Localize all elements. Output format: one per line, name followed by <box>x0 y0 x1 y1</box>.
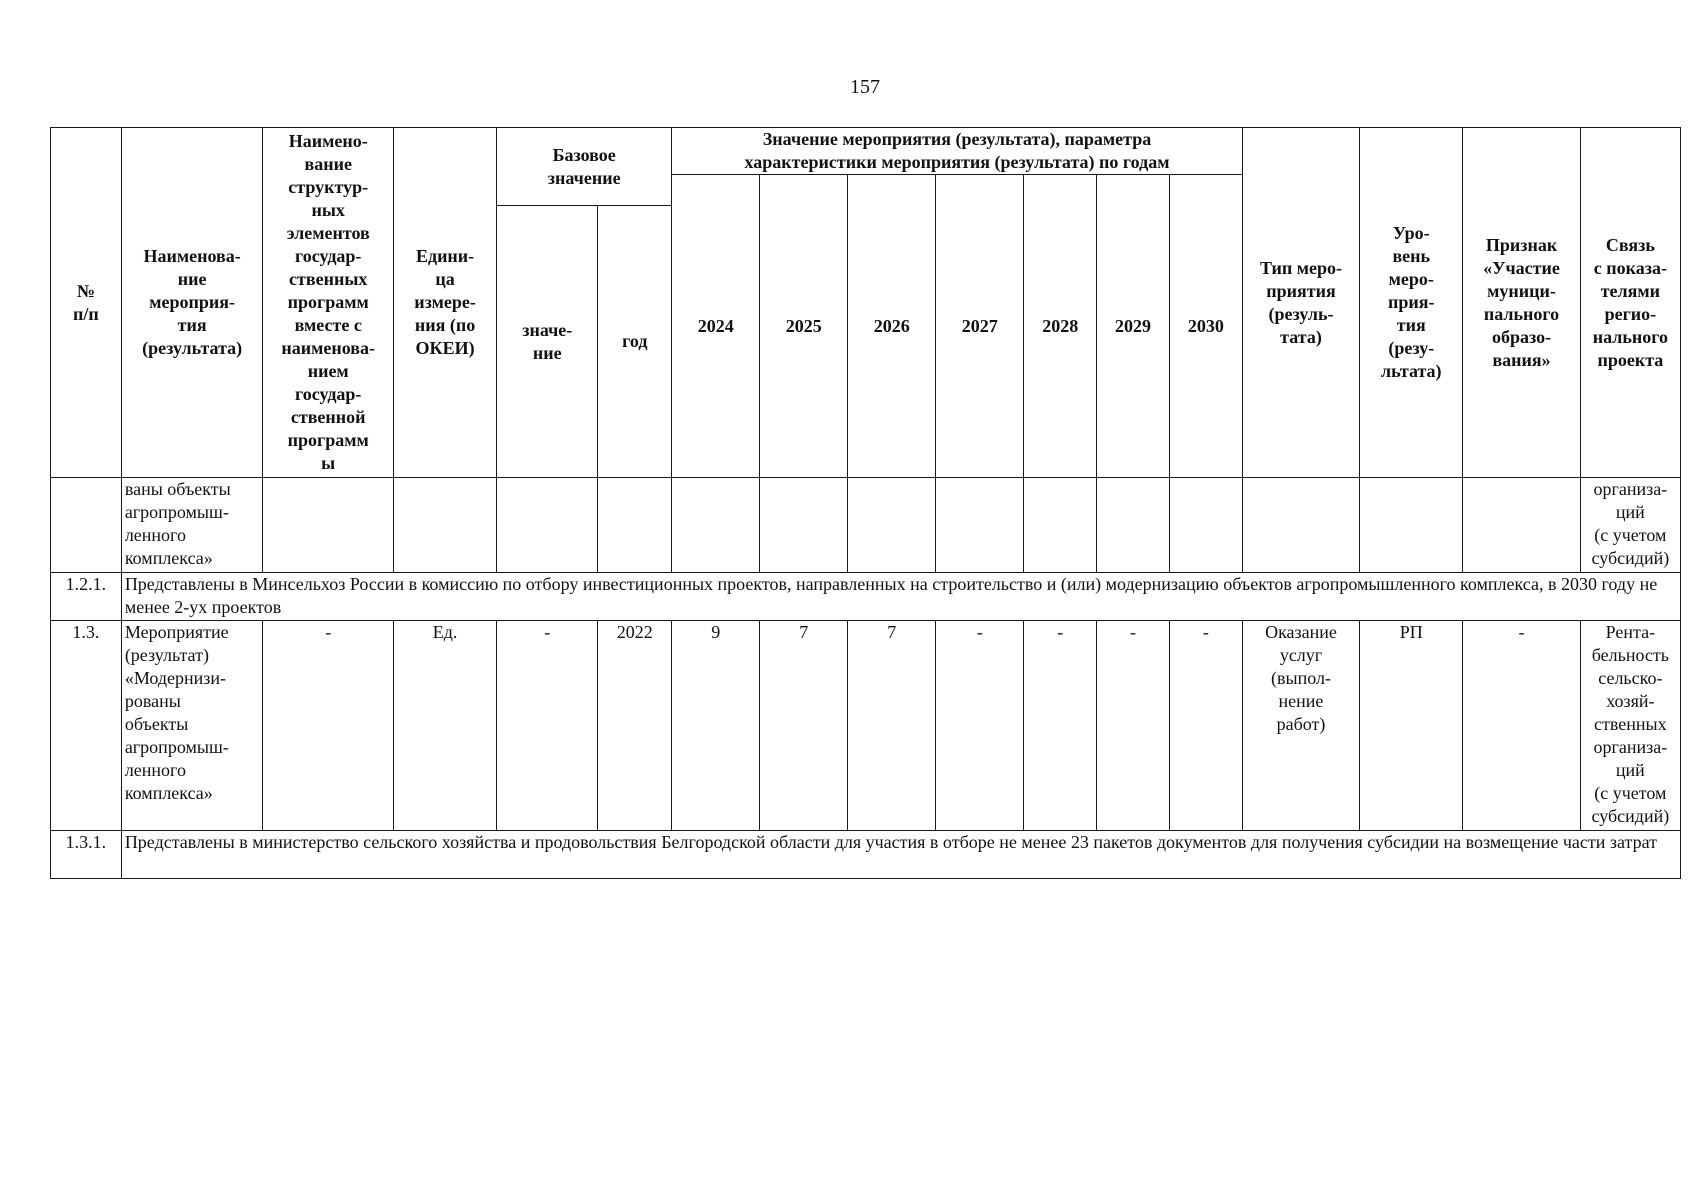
table-row <box>51 831 1681 879</box>
header-year-2024: 2024 <box>672 175 760 478</box>
header-base-value-year: год <box>598 206 672 478</box>
row-131-text: Представлены в министерство сельского хозяйства и продовольствия Белгородской области для участия в отборе не менее 23 пакетов документов для получения субсидии на возмещение части затрат <box>121 831 1680 879</box>
header-year-2028: 2028 <box>1024 175 1097 478</box>
header-year-2026: 2026 <box>848 175 936 478</box>
header-link-indicators: Связь с показа- телями регио- нального проекта <box>1580 128 1680 478</box>
row-13-name: Мероприятие (результат) «Модернизи- рованы объекты агропромыш- ленного комплекса» <box>121 621 263 831</box>
row-13-value-2028: - <box>1024 621 1097 831</box>
row-13-value-2026: 7 <box>848 621 936 831</box>
row-13-value-2027: - <box>936 621 1024 831</box>
header-base-value: Базовое значение <box>497 128 672 206</box>
row-121-text: Представлены в Минсельхоз России в комиссию по отбору инвестиционных проектов, направленных на строительство и (или) модернизацию объектов агропромышленного комплекса, в 2030 году не менее 2-ух проектов <box>121 573 1680 621</box>
row-13-level: РП <box>1360 621 1463 831</box>
continued-name: ваны объекты агропромыш- ленного комплекса» <box>121 478 263 573</box>
row-13-base-year: 2022 <box>598 621 672 831</box>
results-table <box>50 127 1681 879</box>
row-13-municipal: - <box>1463 621 1580 831</box>
header-name: Наименова- ние мероприя- тия (результата) <box>121 128 263 478</box>
row-13-link: Рента- бельность сельско- хозяй- ственных организа- ций (с учетом субсидий) <box>1580 621 1680 831</box>
row-13-value-2024: 9 <box>672 621 760 831</box>
header-year-2030: 2030 <box>1169 175 1242 478</box>
row-13-unit: Ед. <box>393 621 496 831</box>
header-year-2029: 2029 <box>1097 175 1170 478</box>
header-event-type: Тип меро- приятия (резуль- тата) <box>1242 128 1359 478</box>
header-num: № п/п <box>51 128 122 478</box>
header-year-2027: 2027 <box>936 175 1024 478</box>
table-row <box>51 621 1681 831</box>
row-13-base-value: - <box>497 621 598 831</box>
page-number: 157 <box>850 76 880 98</box>
row-13-event-type: Оказание услуг (выпол- нение работ) <box>1242 621 1359 831</box>
row-13-num: 1.3. <box>51 621 122 831</box>
row-13-value-2029: - <box>1097 621 1170 831</box>
row-121-num: 1.2.1. <box>51 573 122 621</box>
header-values-by-year: Значение мероприятия (результата), параметра характеристики мероприятия (результата) по годам <box>672 128 1243 175</box>
row-131-num: 1.3.1. <box>51 831 122 879</box>
header-municipal-sign: Признак «Участие муници- пального образо- вания» <box>1463 128 1580 478</box>
row-13-value-2025: 7 <box>760 621 848 831</box>
table-row <box>51 478 1681 573</box>
row-13-value-2030: - <box>1169 621 1242 831</box>
header-year-2025: 2025 <box>760 175 848 478</box>
continued-link: организа- ций (с учетом субсидий) <box>1580 478 1680 573</box>
row-13-structural: - <box>263 621 394 831</box>
header-unit: Едини- ца измере- ния (по ОКЕИ) <box>393 128 496 478</box>
header-base-value-value: значе- ние <box>497 206 598 478</box>
table-row <box>51 573 1681 621</box>
header-event-level: Уро- вень меро- прия- тия (резу- льтата) <box>1360 128 1463 478</box>
header-structural-elements: Наимено- вание структур- ных элементов государ- ственных программ вместе с наименова- нием государ- ственной программ ы <box>263 128 394 478</box>
